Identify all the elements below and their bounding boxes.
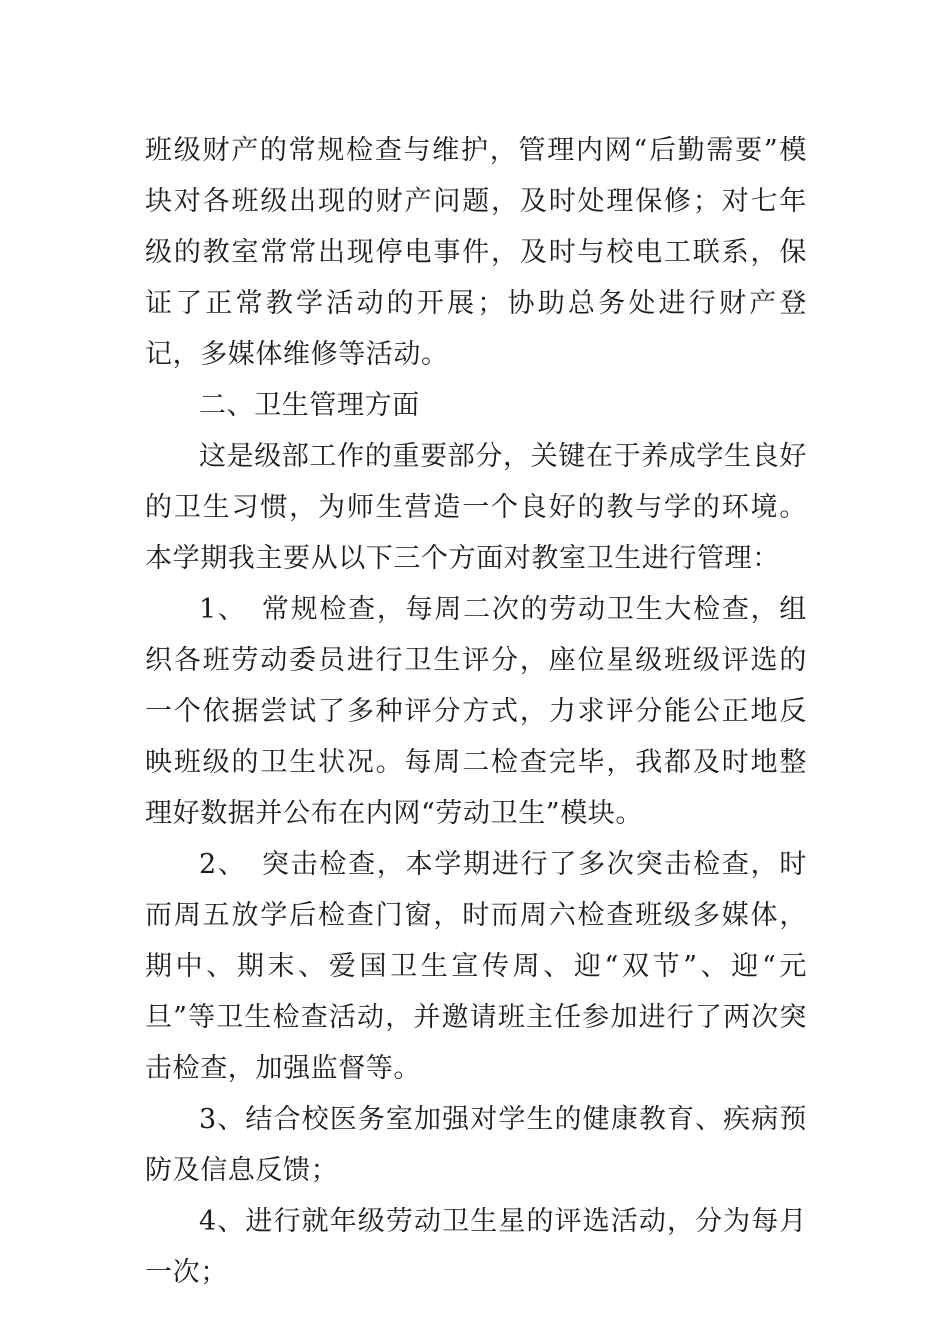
list-item-surprise-inspection: 2、 突击检查，本学期进行了多次突击检查，时而周五放学后检查门窗，时而周六检查班级多媒体，期中、期末、爱国卫生宣传周、迎“双节”、迎“元旦”等卫生检查活动，并邀请班主任参加进行了两次突击检查，加强监督等。 [145, 849, 807, 1084]
section-heading-hygiene: 二、卫生管理方面 [199, 390, 420, 421]
list-item-health-education: 3、结合校医务室加强对学生的健康教育、疾病预防及信息反馈； [145, 1104, 807, 1186]
list-item-hygiene-star: 4、进行就年级劳动卫生星的评选活动，分为每月一次； [145, 1206, 807, 1288]
paragraph-hygiene-intro: 这是级部工作的重要部分，关键在于养成学生良好的卫生习惯，为师生营造一个良好的教与学的环境。本学期我主要从以下三个方面对教室卫生进行管理： [145, 441, 807, 574]
paragraph-property-maintenance: 班级财产的常规检查与维护，管理内网“后勤需要”模块对各班级出现的财产问题，及时处理保修；对七年级的教室常常出现停电事件，及时与校电工联系，保证了正常教学活动的开展；协助总务处进行财产登记，多媒体维修等活动。 [145, 135, 807, 370]
list-item-routine-inspection: 1、 常规检查，每周二次的劳动卫生大检查，组织各班劳动委员进行卫生评分，座位星级班级评选的一个依据尝试了多种评分方式，力求评分能公正地反映班级的卫生状况。每周二检查完毕，我都及时地整理好数据并公布在内网“劳动卫生”模块。 [145, 594, 807, 829]
document-body [145, 125, 807, 1298]
